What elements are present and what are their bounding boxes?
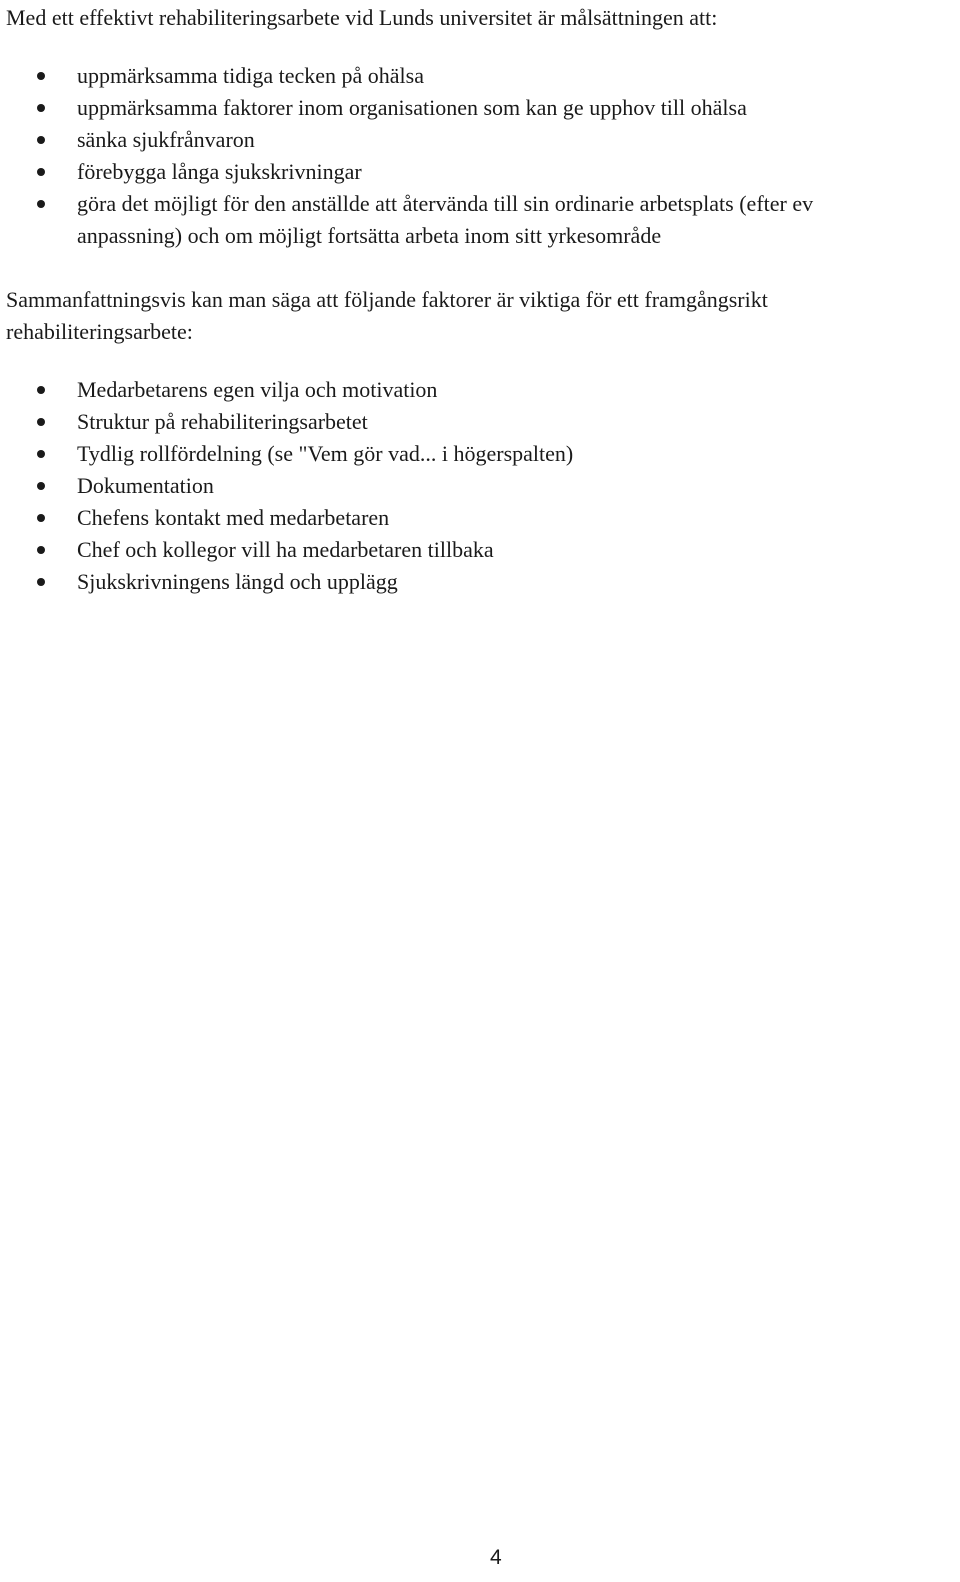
summary-text-line1: Sammanfattningsvis kan man säga att följande faktorer är viktiga för ett framgångsrikt (6, 287, 768, 312)
factor-item (0, 566, 960, 598)
bullet-icon (37, 200, 45, 208)
page-number: 4 (490, 1546, 502, 1569)
factor-item (0, 534, 960, 566)
goal-text: uppmärksamma tidiga tecken på ohälsa (77, 63, 424, 88)
factor-item (0, 406, 960, 438)
bullet-icon (37, 418, 45, 426)
bullet-icon (37, 514, 45, 522)
factor-item (0, 438, 960, 470)
goal-item (0, 188, 960, 252)
factor-text: Sjukskrivningens längd och upplägg (77, 569, 398, 594)
summary-text-line2: rehabiliteringsarbete: (6, 319, 193, 344)
bullet-icon (37, 168, 45, 176)
summary-paragraph (6, 284, 954, 348)
factor-text: Tydlig rollfördelning (se "Vem gör vad... i högerspalten) (77, 441, 574, 466)
factor-text: Struktur på rehabiliteringsarbetet (77, 409, 368, 434)
factor-text: Chef och kollegor vill ha medarbetaren tillbaka (77, 537, 494, 562)
intro-paragraph (6, 2, 954, 34)
goal-item (0, 60, 960, 92)
factors-list (0, 374, 960, 598)
factor-item (0, 374, 960, 406)
goal-item (0, 92, 960, 124)
goal-item (0, 156, 960, 188)
bullet-icon (37, 104, 45, 112)
bullet-icon (37, 386, 45, 394)
goal-text-continued: anpassning) och om möjligt fortsätta arbeta inom sitt yrkesområde (77, 223, 662, 248)
factor-item (0, 502, 960, 534)
intro-text: Med ett effektivt rehabiliteringsarbete vid Lunds universitet är målsättningen att: (6, 5, 718, 30)
goal-text: förebygga långa sjukskrivningar (77, 159, 362, 184)
factor-text: Dokumentation (77, 473, 214, 498)
bullet-icon (37, 136, 45, 144)
factor-text: Medarbetarens egen vilja och motivation (77, 377, 438, 402)
factor-item (0, 470, 960, 502)
bullet-icon (37, 546, 45, 554)
goal-text: uppmärksamma faktorer inom organisationen som kan ge upphov till ohälsa (77, 95, 747, 120)
bullet-icon (37, 450, 45, 458)
factor-text: Chefens kontakt med medarbetaren (77, 505, 390, 530)
goals-list (0, 60, 960, 252)
goal-text: göra det möjligt för den anställde att återvända till sin ordinarie arbetsplats (efter ev (77, 191, 814, 216)
bullet-icon (37, 482, 45, 490)
goal-item (0, 124, 960, 156)
bullet-icon (37, 72, 45, 80)
goal-text: sänka sjukfrånvaron (77, 127, 255, 152)
bullet-icon (37, 578, 45, 586)
